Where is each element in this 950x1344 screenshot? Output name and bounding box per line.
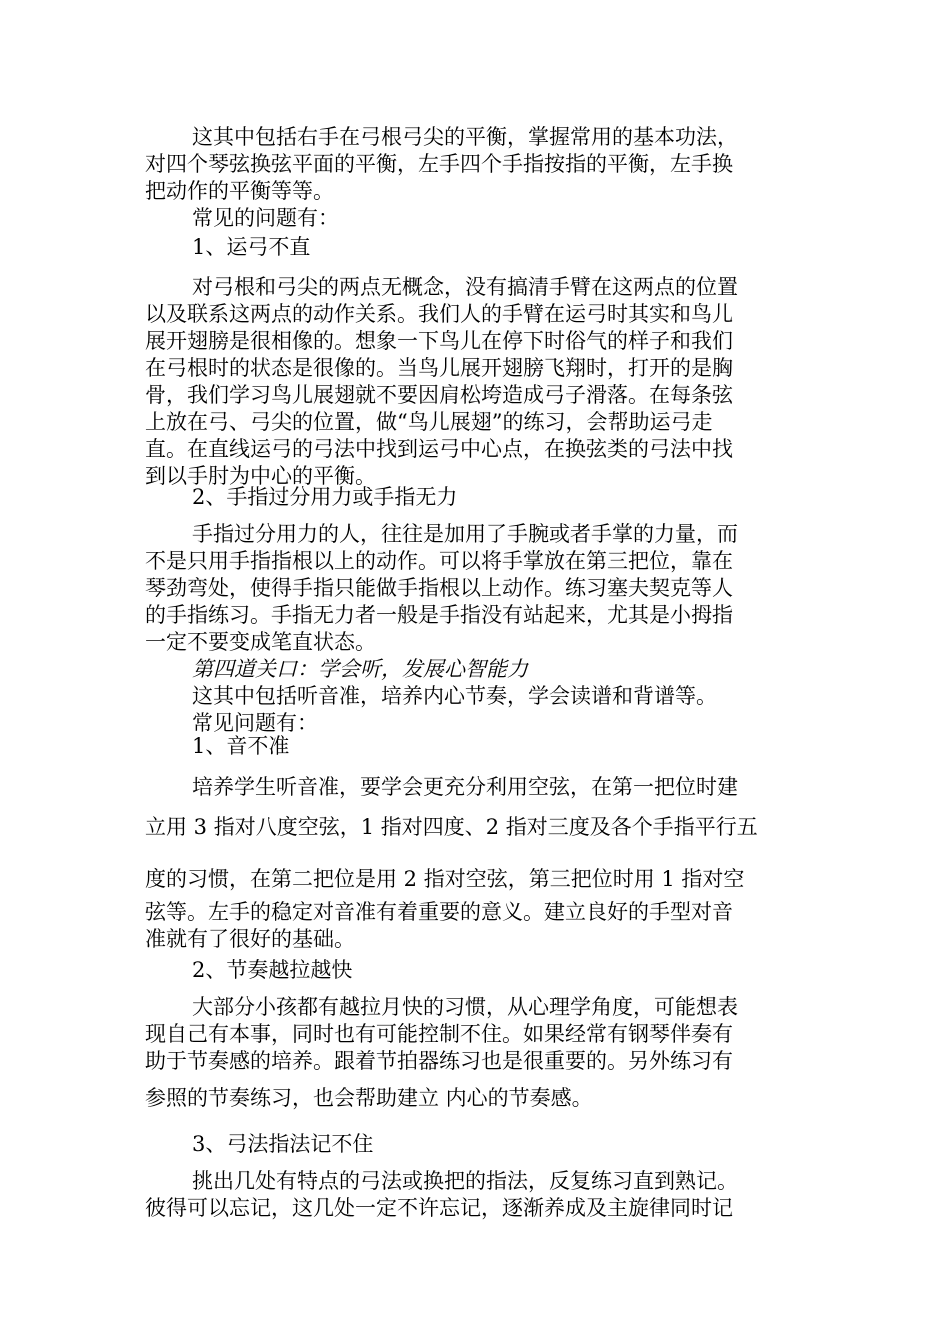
section-heading: 2、手指过分用力或手指无力	[192, 485, 458, 509]
text-line: 的手指练习。手指无力者一般是手指没有站起来，尤其是小拇指	[145, 603, 733, 627]
text-line: 参照的节奏练习，也会帮助建立 内心的节奏感。	[145, 1086, 593, 1110]
text-line: 现自己有本事，同时也有可能控制不住。如果经常有钢琴伴奏有	[145, 1022, 733, 1046]
text-line: 不是只用手指指根以上的动作。可以将手掌放在第三把位，靠在	[145, 549, 733, 573]
text-line: 手指过分用力的人，往往是加用了手腕或者手掌的力量，而	[192, 522, 738, 546]
text-line: 常见问题有：	[192, 711, 318, 735]
text-line: 一定不要变成笔直状态。	[145, 630, 376, 654]
section-heading: 1、音不准	[192, 734, 290, 758]
text-line: 度的习惯，在第二把位是用 2 指对空弦，第三把位时用 1 指对空	[145, 867, 745, 891]
text-line: 上放在弓、弓尖的位置，做“鸟儿展翅”的练习，会帮助运弓走	[145, 410, 713, 434]
heading-memorize	[145, 1131, 815, 1158]
text-line: 对弓根和弓尖的两点无概念，没有搞清手臂在这两点的位置	[192, 275, 738, 299]
text-line: 这其中包括右手在弓根弓尖的平衡，掌握常用的基本功法，	[192, 125, 738, 149]
heading-intonation	[145, 733, 815, 760]
paragraph-bow	[145, 274, 815, 490]
text-line: 展开翅膀是很相像的。想象一下鸟儿在停下时俗气的样子和我们	[145, 329, 733, 353]
paragraph-intro	[145, 124, 815, 232]
text-line: 弦等。左手的稳定对音准有着重要的意义。建立良好的手型对音	[145, 900, 733, 924]
paragraph-finger	[145, 521, 815, 737]
subsection-title: 第四道关口：学会听，发展心智能力	[192, 657, 528, 681]
section-heading: 3、弓法指法记不住	[192, 1132, 374, 1156]
text-line: 大部分小孩都有越拉月快的习惯，从心理学角度，可能想表	[192, 995, 738, 1019]
heading-bow-not-straight	[145, 234, 815, 261]
text-line: 以及联系这两点的动作关系。我们人的手臂在运弓时其实和鸟儿	[145, 302, 733, 326]
text-line: 到以手肘为中心的平衡。	[145, 464, 376, 488]
paragraph-tempo	[145, 994, 815, 1112]
section-heading: 2、节奏越拉越快	[192, 958, 353, 982]
heading-tempo	[145, 957, 815, 984]
text-line: 立用 3 指对八度空弦，1 指对四度、2 指对三度及各个手指平行五	[145, 815, 758, 839]
text-line: 准就有了很好的基础。	[145, 927, 355, 951]
section-heading: 1、运弓不直	[192, 235, 311, 259]
paragraph-intonation	[145, 767, 815, 953]
text-line: 彼得可以忘记，这几处一定不许忘记，逐渐养成及主旋律同时记	[145, 1196, 733, 1220]
heading-finger-force	[145, 484, 815, 511]
text-line: 直。在直线运弓的弓法中找到运弓中心点，在换弦类的弓法中找	[145, 437, 733, 461]
text-line: 这其中包括听音准，培养内心节奏，学会读谱和背谱等。	[192, 684, 717, 708]
text-line: 常见的问题有：	[192, 206, 339, 230]
text-line: 对四个琴弦换弦平面的平衡，左手四个手指按指的平衡，左手换	[145, 152, 733, 176]
text-line: 把动作的平衡等等。	[145, 179, 334, 203]
text-line: 在弓根时的状态是很像的。当鸟儿展开翅膀飞翔时，打开的是胸	[145, 356, 733, 380]
text-line: 挑出几处有特点的弓法或换把的指法，反复练习直到熟记。	[192, 1169, 738, 1193]
text-line: 琴劲弯处，使得手指只能做手指根以上动作。练习塞夫契克等人	[145, 576, 733, 600]
text-line: 骨，我们学习鸟儿展翅就不要因肩松垮造成弓子滑落。在每条弦	[145, 383, 733, 407]
text-line: 助于节奏感的培养。跟着节拍器练习也是很重要的。另外练习有	[145, 1049, 733, 1073]
paragraph-memorize	[145, 1168, 815, 1222]
text-line: 培养学生听音准，要学会更充分利用空弦，在第一把位时建	[192, 775, 738, 799]
